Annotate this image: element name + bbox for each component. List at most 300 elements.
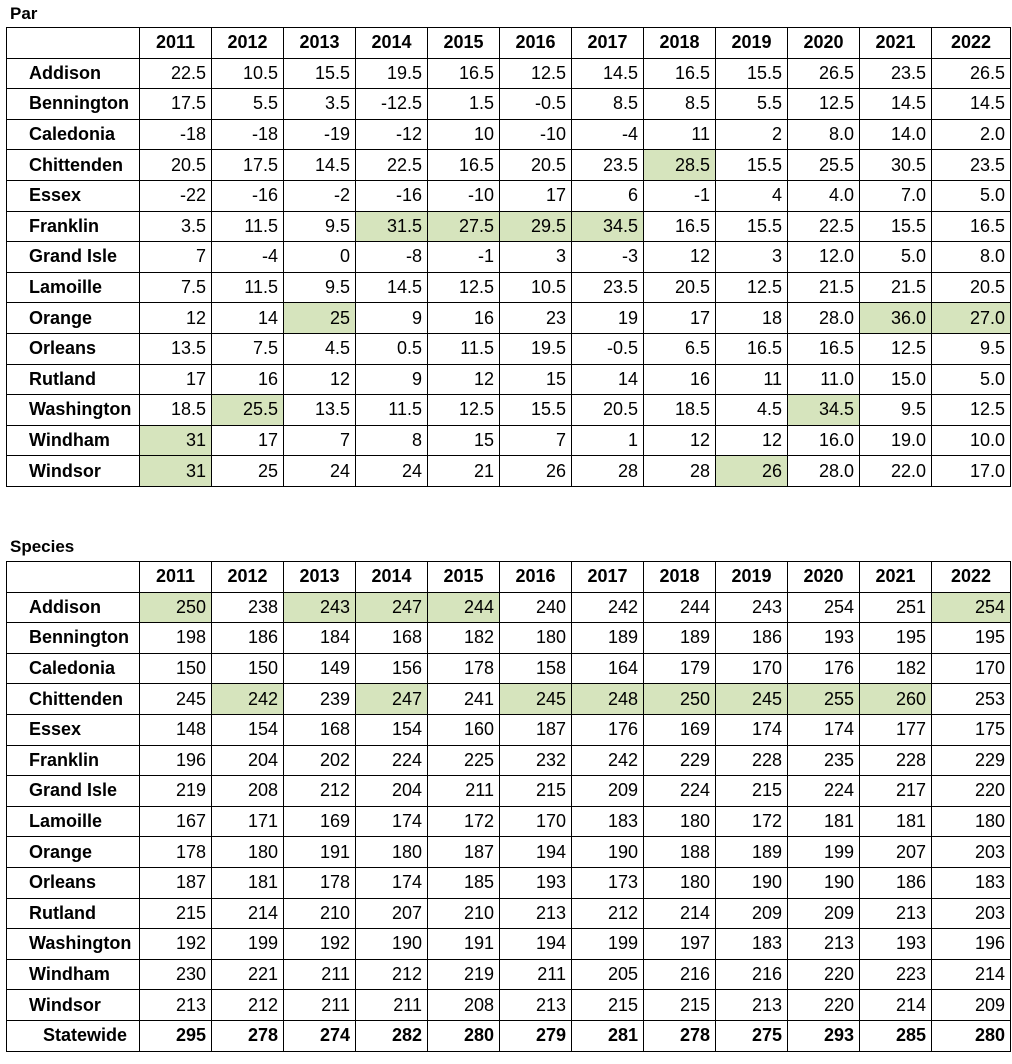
value-cell: 219	[140, 776, 212, 807]
value-cell: 21.5	[860, 272, 932, 303]
year-header: 2016	[500, 562, 572, 593]
value-cell: 150	[140, 653, 212, 684]
county-label: Washington	[7, 929, 140, 960]
value-cell: 177	[860, 714, 932, 745]
value-cell: 245	[140, 684, 212, 715]
value-cell: 209	[716, 898, 788, 929]
value-cell: 12.5	[428, 272, 500, 303]
value-cell: 9.5	[932, 333, 1011, 364]
value-cell: 23.5	[860, 58, 932, 89]
value-cell: 17	[140, 364, 212, 395]
value-cell: 14	[212, 303, 284, 334]
year-header: 2021	[860, 562, 932, 593]
value-cell: 15.5	[716, 58, 788, 89]
value-cell: 182	[428, 623, 500, 654]
value-cell: 194	[500, 929, 572, 960]
corner-cell	[7, 28, 140, 59]
value-cell: 232	[500, 745, 572, 776]
highlighted-value-cell: 36.0	[860, 303, 932, 334]
value-cell: 15.5	[284, 58, 356, 89]
value-cell: 213	[788, 929, 860, 960]
value-cell: 5.5	[716, 89, 788, 120]
value-cell: 10.0	[932, 425, 1011, 456]
value-cell: 186	[212, 623, 284, 654]
value-cell: 180	[644, 867, 716, 898]
value-cell: 28	[644, 456, 716, 487]
value-cell: 203	[932, 837, 1011, 868]
value-cell: 15	[500, 364, 572, 395]
value-cell: -19	[284, 119, 356, 150]
value-cell: 6	[572, 180, 644, 211]
value-cell: 174	[356, 867, 428, 898]
value-cell: 189	[644, 623, 716, 654]
total-value-cell: 280	[428, 1020, 500, 1051]
value-cell: 148	[140, 714, 212, 745]
value-cell: 207	[356, 898, 428, 929]
value-cell: 229	[644, 745, 716, 776]
value-cell: 12	[428, 364, 500, 395]
value-cell: 19.5	[500, 333, 572, 364]
county-label: Bennington	[7, 89, 140, 120]
value-cell: 171	[212, 806, 284, 837]
table-row	[7, 837, 1011, 868]
table-row	[7, 867, 1011, 898]
value-cell: 193	[860, 929, 932, 960]
species-header-row	[7, 562, 1011, 593]
year-header: 2011	[140, 28, 212, 59]
county-label: Franklin	[7, 211, 140, 242]
value-cell: 213	[140, 990, 212, 1021]
value-cell: 9	[356, 303, 428, 334]
county-label: Orange	[7, 837, 140, 868]
value-cell: 5.0	[932, 180, 1011, 211]
value-cell: 4.5	[716, 395, 788, 426]
value-cell: 216	[644, 959, 716, 990]
value-cell: 22.0	[860, 456, 932, 487]
value-cell: 204	[356, 776, 428, 807]
value-cell: 1	[572, 425, 644, 456]
value-cell: 224	[788, 776, 860, 807]
value-cell: 214	[644, 898, 716, 929]
county-label: Essex	[7, 714, 140, 745]
table-row	[7, 959, 1011, 990]
value-cell: 17.5	[212, 150, 284, 181]
highlighted-value-cell: 27.0	[932, 303, 1011, 334]
value-cell: 169	[284, 806, 356, 837]
highlighted-value-cell: 245	[500, 684, 572, 715]
highlighted-value-cell: 244	[428, 592, 500, 623]
highlighted-value-cell: 34.5	[788, 395, 860, 426]
value-cell: 224	[644, 776, 716, 807]
species-table	[6, 561, 1011, 1052]
value-cell: 212	[284, 776, 356, 807]
value-cell: 170	[500, 806, 572, 837]
value-cell: 1.5	[428, 89, 500, 120]
county-label: Orange	[7, 303, 140, 334]
year-header: 2018	[644, 28, 716, 59]
value-cell: 8.5	[572, 89, 644, 120]
value-cell: 4.5	[284, 333, 356, 364]
value-cell: 220	[788, 959, 860, 990]
value-cell: 189	[716, 837, 788, 868]
table-row	[7, 180, 1011, 211]
value-cell: 189	[572, 623, 644, 654]
value-cell: 28	[572, 456, 644, 487]
year-header: 2013	[284, 28, 356, 59]
value-cell: 158	[500, 653, 572, 684]
value-cell: 228	[716, 745, 788, 776]
value-cell: -12.5	[356, 89, 428, 120]
value-cell: 190	[356, 929, 428, 960]
value-cell: 202	[284, 745, 356, 776]
value-cell: 16.5	[428, 150, 500, 181]
county-label: Orleans	[7, 867, 140, 898]
table-row	[7, 333, 1011, 364]
value-cell: 16.5	[428, 58, 500, 89]
year-header: 2014	[356, 562, 428, 593]
value-cell: 10.5	[500, 272, 572, 303]
county-label: Windsor	[7, 990, 140, 1021]
value-cell: 149	[284, 653, 356, 684]
value-cell: 21	[428, 456, 500, 487]
value-cell: 12	[716, 425, 788, 456]
value-cell: 11	[644, 119, 716, 150]
value-cell: 211	[500, 959, 572, 990]
value-cell: 180	[500, 623, 572, 654]
value-cell: 174	[356, 806, 428, 837]
value-cell: 194	[500, 837, 572, 868]
value-cell: 28.0	[788, 456, 860, 487]
value-cell: 6.5	[644, 333, 716, 364]
statewide-total-row	[7, 1020, 1011, 1051]
value-cell: 15.5	[860, 211, 932, 242]
value-cell: 19.5	[356, 58, 428, 89]
value-cell: 14.5	[860, 89, 932, 120]
table-row	[7, 242, 1011, 273]
highlighted-value-cell: 255	[788, 684, 860, 715]
value-cell: 18	[716, 303, 788, 334]
species-section-title: Species	[10, 537, 75, 556]
value-cell: 180	[644, 806, 716, 837]
value-cell: 4	[716, 180, 788, 211]
value-cell: 235	[788, 745, 860, 776]
value-cell: 217	[860, 776, 932, 807]
year-header: 2012	[212, 562, 284, 593]
value-cell: 238	[212, 592, 284, 623]
value-cell: 16.5	[932, 211, 1011, 242]
value-cell: 21.5	[788, 272, 860, 303]
table-row	[7, 898, 1011, 929]
table-row	[7, 364, 1011, 395]
value-cell: 12.0	[788, 242, 860, 273]
total-value-cell: 274	[284, 1020, 356, 1051]
value-cell: 254	[788, 592, 860, 623]
county-label: Windham	[7, 959, 140, 990]
value-cell: 12.5	[428, 395, 500, 426]
value-cell: 253	[932, 684, 1011, 715]
value-cell: -1	[428, 242, 500, 273]
value-cell: 212	[212, 990, 284, 1021]
value-cell: 208	[212, 776, 284, 807]
value-cell: 14.5	[572, 58, 644, 89]
county-label: Chittenden	[7, 150, 140, 181]
value-cell: 176	[572, 714, 644, 745]
year-header: 2019	[716, 28, 788, 59]
total-value-cell: 295	[140, 1020, 212, 1051]
value-cell: 213	[860, 898, 932, 929]
table-row	[7, 592, 1011, 623]
value-cell: 16.5	[644, 58, 716, 89]
value-cell: 16.0	[788, 425, 860, 456]
value-cell: 12	[644, 242, 716, 273]
value-cell: 182	[860, 653, 932, 684]
value-cell: 215	[500, 776, 572, 807]
value-cell: 17.5	[140, 89, 212, 120]
highlighted-value-cell: 254	[932, 592, 1011, 623]
value-cell: 3.5	[140, 211, 212, 242]
value-cell: 214	[932, 959, 1011, 990]
value-cell: 16	[212, 364, 284, 395]
table-row	[7, 684, 1011, 715]
value-cell: 28.0	[788, 303, 860, 334]
value-cell: 26.5	[932, 58, 1011, 89]
value-cell: -18	[140, 119, 212, 150]
value-cell: 8.0	[932, 242, 1011, 273]
value-cell: 15.5	[716, 150, 788, 181]
table-row	[7, 929, 1011, 960]
value-cell: 224	[356, 745, 428, 776]
value-cell: 15.0	[860, 364, 932, 395]
value-cell: 5.0	[932, 364, 1011, 395]
value-cell: 22.5	[140, 58, 212, 89]
table-row	[7, 456, 1011, 487]
value-cell: 196	[932, 929, 1011, 960]
value-cell: 211	[356, 990, 428, 1021]
value-cell: 7.5	[140, 272, 212, 303]
value-cell: 23.5	[572, 150, 644, 181]
value-cell: 187	[500, 714, 572, 745]
value-cell: 181	[788, 806, 860, 837]
value-cell: 18.5	[140, 395, 212, 426]
value-cell: 190	[716, 867, 788, 898]
value-cell: 180	[212, 837, 284, 868]
value-cell: 23.5	[572, 272, 644, 303]
value-cell: 22.5	[788, 211, 860, 242]
value-cell: -16	[212, 180, 284, 211]
highlighted-value-cell: 31	[140, 456, 212, 487]
value-cell: 179	[644, 653, 716, 684]
value-cell: 193	[500, 867, 572, 898]
value-cell: -1	[644, 180, 716, 211]
value-cell: -3	[572, 242, 644, 273]
value-cell: 13.5	[284, 395, 356, 426]
value-cell: 183	[932, 867, 1011, 898]
value-cell: 23	[500, 303, 572, 334]
value-cell: 216	[716, 959, 788, 990]
value-cell: 15.5	[716, 211, 788, 242]
value-cell: 8	[356, 425, 428, 456]
table-row	[7, 745, 1011, 776]
value-cell: -18	[212, 119, 284, 150]
table-row	[7, 623, 1011, 654]
value-cell: 196	[140, 745, 212, 776]
value-cell: 9	[356, 364, 428, 395]
value-cell: 12.5	[716, 272, 788, 303]
value-cell: 208	[428, 990, 500, 1021]
table-row	[7, 58, 1011, 89]
county-label: Windham	[7, 425, 140, 456]
value-cell: 5.0	[860, 242, 932, 273]
value-cell: 223	[860, 959, 932, 990]
county-label: Essex	[7, 180, 140, 211]
value-cell: 15	[428, 425, 500, 456]
value-cell: 2	[716, 119, 788, 150]
value-cell: 18.5	[644, 395, 716, 426]
total-value-cell: 285	[860, 1020, 932, 1051]
total-value-cell: 278	[644, 1020, 716, 1051]
value-cell: 16.5	[716, 333, 788, 364]
year-header: 2015	[428, 28, 500, 59]
value-cell: 168	[284, 714, 356, 745]
value-cell: 173	[572, 867, 644, 898]
table-row	[7, 776, 1011, 807]
value-cell: 156	[356, 653, 428, 684]
table-row	[7, 272, 1011, 303]
value-cell: 212	[356, 959, 428, 990]
value-cell: 8.5	[644, 89, 716, 120]
highlighted-value-cell: 26	[716, 456, 788, 487]
value-cell: 211	[284, 990, 356, 1021]
value-cell: 210	[428, 898, 500, 929]
value-cell: 191	[428, 929, 500, 960]
value-cell: 16.5	[788, 333, 860, 364]
highlighted-value-cell: 31	[140, 425, 212, 456]
highlighted-value-cell: 34.5	[572, 211, 644, 242]
year-header: 2019	[716, 562, 788, 593]
value-cell: 192	[284, 929, 356, 960]
value-cell: 214	[212, 898, 284, 929]
value-cell: 19.0	[860, 425, 932, 456]
value-cell: 26	[500, 456, 572, 487]
value-cell: 12	[284, 364, 356, 395]
value-cell: 11.5	[356, 395, 428, 426]
value-cell: 2.0	[932, 119, 1011, 150]
value-cell: 220	[788, 990, 860, 1021]
value-cell: 7	[500, 425, 572, 456]
value-cell: 20.5	[932, 272, 1011, 303]
highlighted-value-cell: 25.5	[212, 395, 284, 426]
table-row	[7, 395, 1011, 426]
value-cell: 8.0	[788, 119, 860, 150]
table-row	[7, 806, 1011, 837]
value-cell: 154	[212, 714, 284, 745]
value-cell: 167	[140, 806, 212, 837]
value-cell: 11	[716, 364, 788, 395]
county-label: Orleans	[7, 333, 140, 364]
year-header: 2016	[500, 28, 572, 59]
value-cell: 16	[644, 364, 716, 395]
county-label: Addison	[7, 592, 140, 623]
highlighted-value-cell: 248	[572, 684, 644, 715]
value-cell: 195	[932, 623, 1011, 654]
year-header: 2012	[212, 28, 284, 59]
value-cell: 175	[932, 714, 1011, 745]
highlighted-value-cell: 245	[716, 684, 788, 715]
value-cell: 7	[140, 242, 212, 273]
value-cell: 225	[428, 745, 500, 776]
value-cell: 188	[644, 837, 716, 868]
value-cell: 17.0	[932, 456, 1011, 487]
value-cell: 199	[788, 837, 860, 868]
value-cell: 176	[788, 653, 860, 684]
value-cell: 239	[284, 684, 356, 715]
year-header: 2013	[284, 562, 356, 593]
value-cell: 17	[644, 303, 716, 334]
year-header: 2014	[356, 28, 428, 59]
value-cell: 178	[140, 837, 212, 868]
value-cell: 215	[140, 898, 212, 929]
value-cell: 230	[140, 959, 212, 990]
county-label: Lamoille	[7, 272, 140, 303]
county-label: Grand Isle	[7, 242, 140, 273]
value-cell: -10	[428, 180, 500, 211]
total-value-cell: 281	[572, 1020, 644, 1051]
highlighted-value-cell: 27.5	[428, 211, 500, 242]
county-label: Rutland	[7, 898, 140, 929]
year-header: 2020	[788, 562, 860, 593]
value-cell: 19	[572, 303, 644, 334]
value-cell: 178	[284, 867, 356, 898]
value-cell: 193	[788, 623, 860, 654]
value-cell: 243	[716, 592, 788, 623]
value-cell: 240	[500, 592, 572, 623]
value-cell: 215	[644, 990, 716, 1021]
value-cell: 17	[500, 180, 572, 211]
value-cell: 16.5	[644, 211, 716, 242]
value-cell: 4.0	[788, 180, 860, 211]
value-cell: -0.5	[572, 333, 644, 364]
value-cell: 190	[788, 867, 860, 898]
value-cell: 215	[716, 776, 788, 807]
value-cell: 170	[932, 653, 1011, 684]
value-cell: 150	[212, 653, 284, 684]
total-value-cell: 293	[788, 1020, 860, 1051]
highlighted-value-cell: 28.5	[644, 150, 716, 181]
value-cell: 168	[356, 623, 428, 654]
highlighted-value-cell: 247	[356, 592, 428, 623]
county-label: Caledonia	[7, 119, 140, 150]
value-cell: 20.5	[140, 150, 212, 181]
value-cell: 14.5	[932, 89, 1011, 120]
value-cell: 180	[356, 837, 428, 868]
value-cell: 5.5	[212, 89, 284, 120]
table-row	[7, 425, 1011, 456]
value-cell: 242	[572, 592, 644, 623]
value-cell: 197	[644, 929, 716, 960]
value-cell: 198	[140, 623, 212, 654]
value-cell: 11.5	[428, 333, 500, 364]
highlighted-value-cell: 25	[284, 303, 356, 334]
value-cell: 212	[572, 898, 644, 929]
value-cell: 160	[428, 714, 500, 745]
value-cell: 9.5	[284, 211, 356, 242]
value-cell: 210	[284, 898, 356, 929]
table-row	[7, 714, 1011, 745]
value-cell: 199	[212, 929, 284, 960]
county-label: Chittenden	[7, 684, 140, 715]
year-header: 2015	[428, 562, 500, 593]
value-cell: 205	[572, 959, 644, 990]
